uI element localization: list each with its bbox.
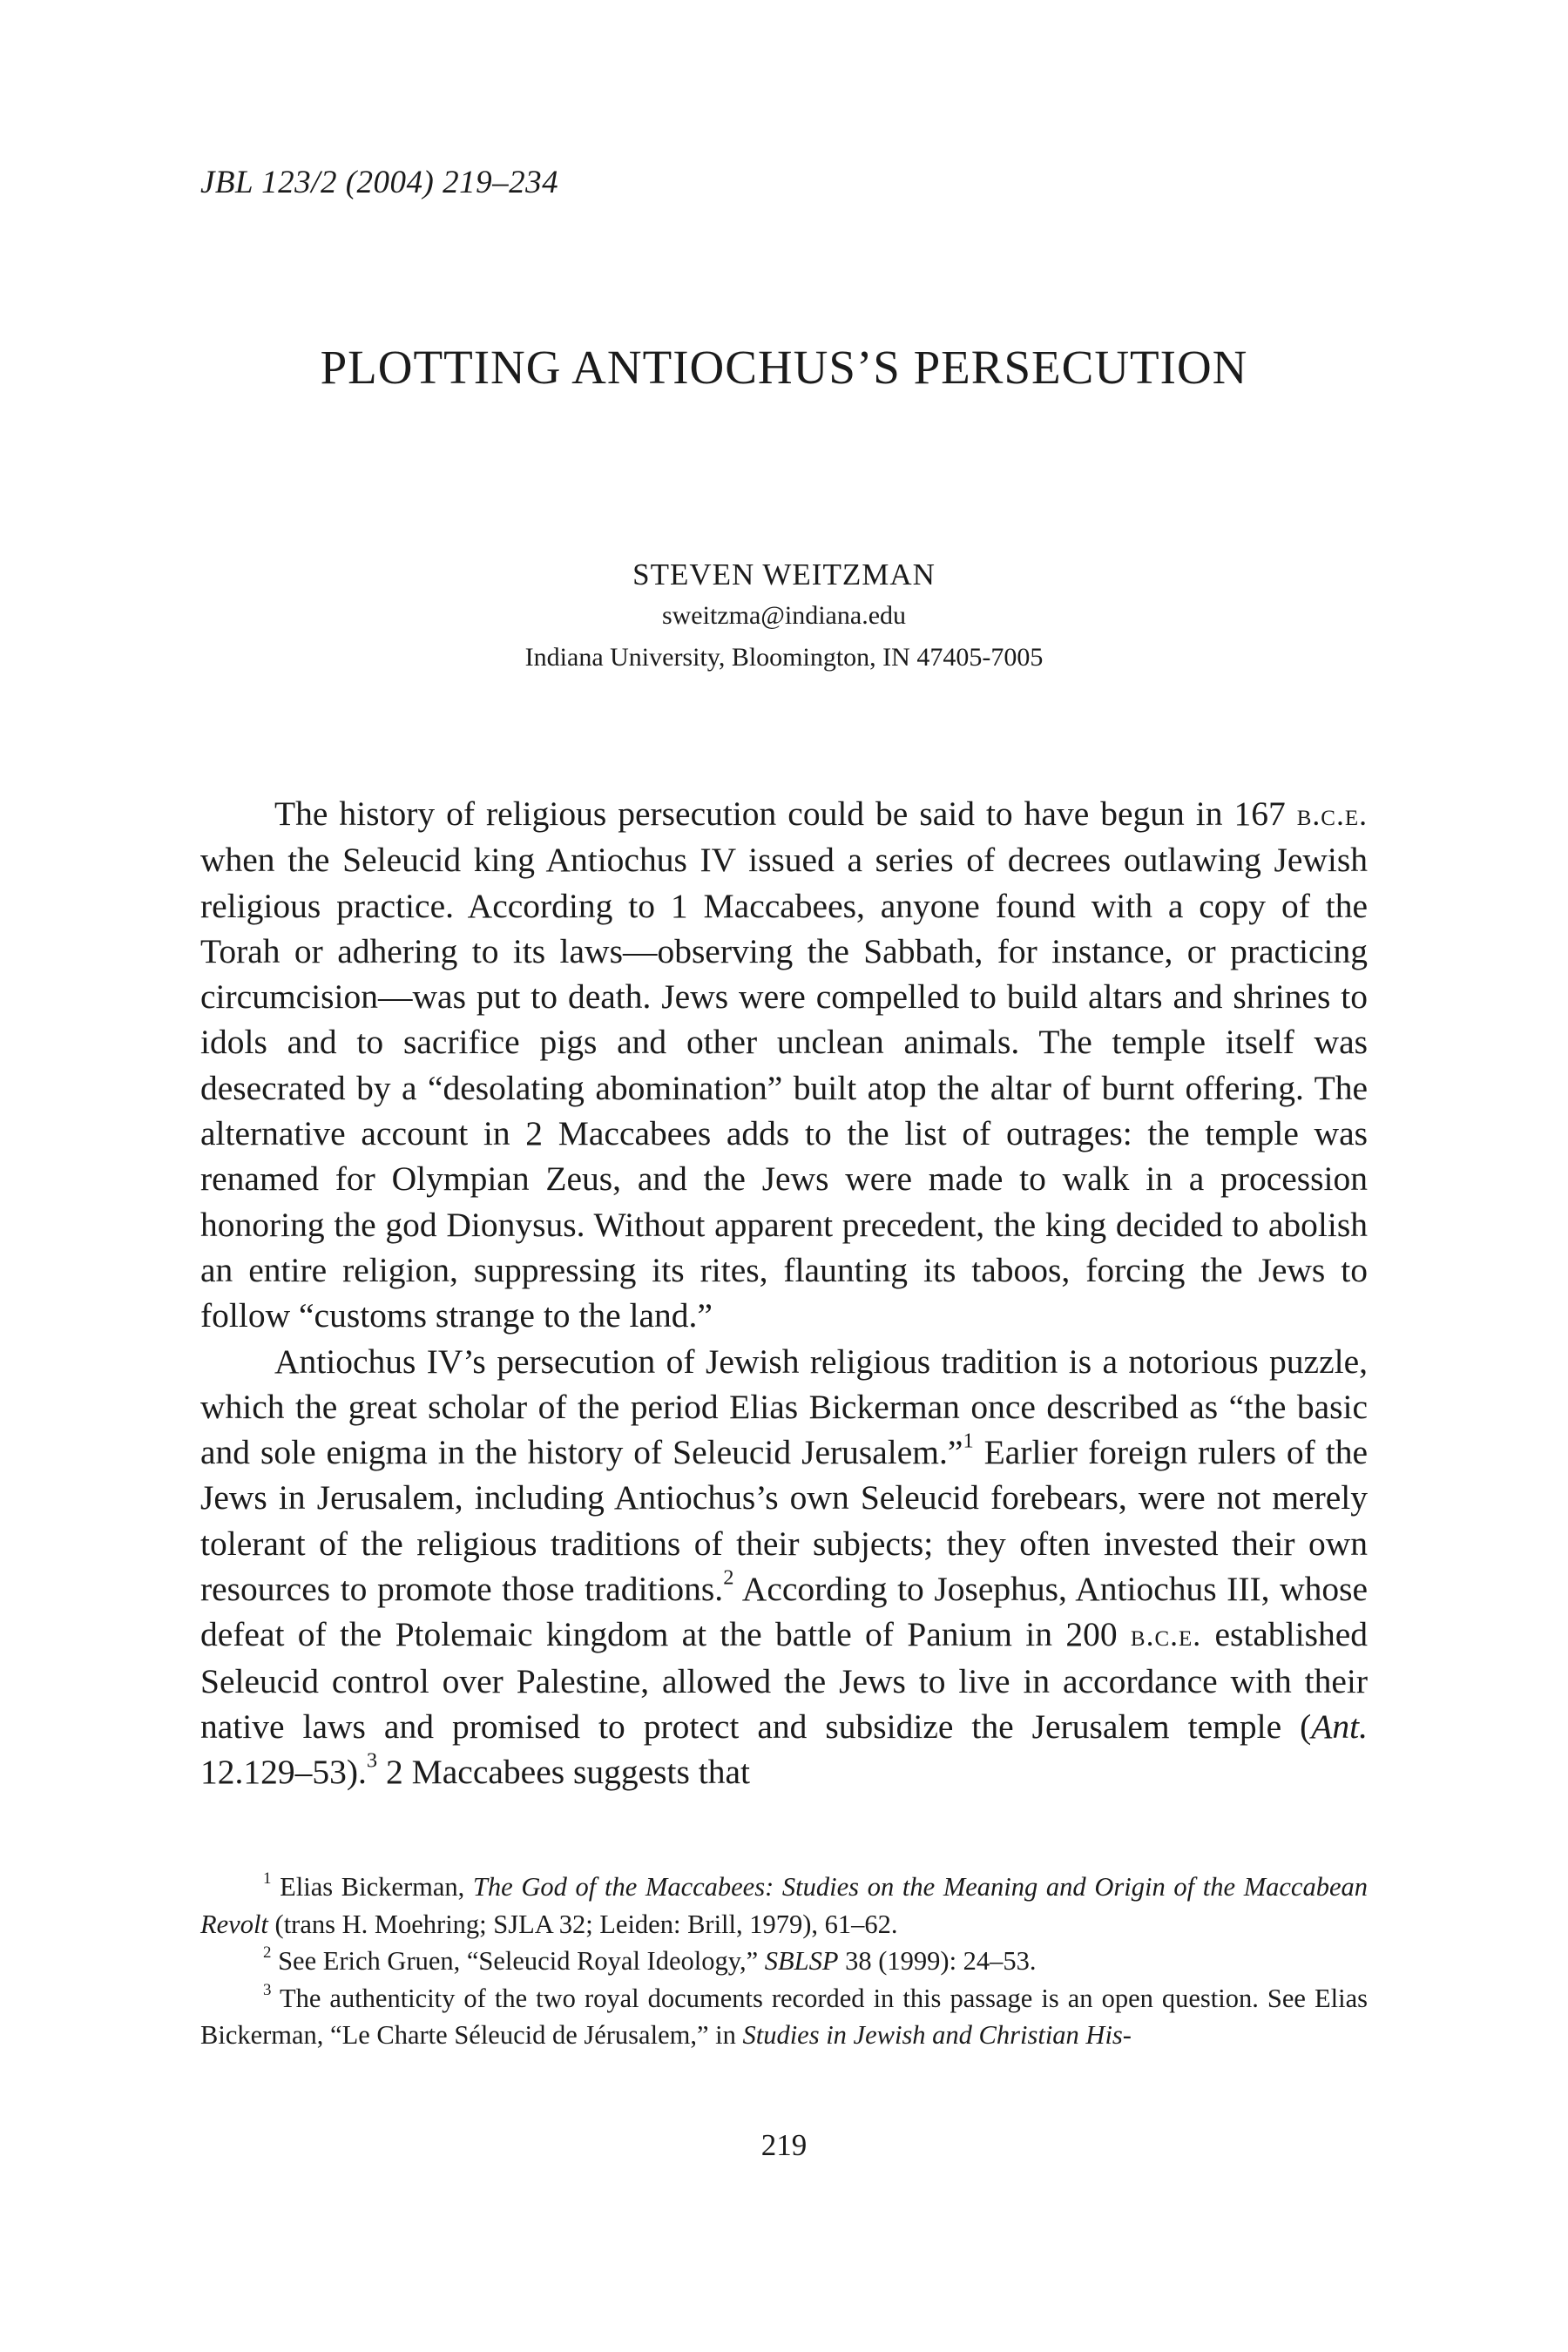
citation-abbrev: Ant. [1311,1707,1368,1746]
footnote-ref-2[interactable]: 2 [723,1565,734,1590]
paragraph-text: The history of religious persecution could be said to have begun in 167 [274,794,1297,833]
footnote-ref-1[interactable]: 1 [963,1429,974,1453]
paragraph-text: Antiochus IV’s persecution of Jewish religious tradition is a notorious puzzle, which the great scholar of the period Elias Bickerman once described as “the basic and sole enigma in the history of Seleucid Jerusalem.” [200,1342,1368,1472]
footnotes [200,1869,1368,2054]
footnote-number: 3 [263,1980,272,1999]
footnote-number: 2 [263,1943,272,1962]
article-body [200,791,1368,1795]
era-abbrev: b.c.e. [1296,797,1368,832]
footnote-text: 38 (1999): 24–53. [838,1946,1037,1976]
footnote-ref-3[interactable]: 3 [366,1748,378,1773]
book-title: Studies in Jewish and Christian His- [742,2020,1132,2050]
author-affiliation: Indiana University, Bloomington, IN 47405-7005 [524,643,1044,672]
article-title: PLOTTING ANTIOCHUS’S PERSECUTION [320,341,1248,394]
paragraph-text: 2 Maccabees suggests that [377,1753,750,1792]
running-head: JBL 123/2 (2004) 219–234 [200,165,559,200]
paragraph-1 [200,791,1368,1339]
footnote-1 [200,1869,1368,1943]
paragraph-text: 12.129–53). [200,1753,367,1792]
paragraph-2 [200,1339,1368,1795]
author-email: sweitzma@indiana.edu [661,601,907,630]
era-abbrev: b.c.e. [1130,1618,1202,1653]
page-number: 219 [760,2128,808,2162]
footnote-text: Elias Bickerman, [271,1872,473,1902]
journal-title: SBLSP [764,1946,839,1976]
footnote-2 [200,1943,1368,1980]
footnote-text: (trans H. Moehring; SJLA 32; Leiden: Brill, 1979), 61–62. [267,1909,898,1939]
paragraph-text: when the Seleucid king Antiochus IV issued a series of decrees outlawing Jewish religious practice. According to 1 Maccabees, anyone found with a copy of the Torah or adhering to its laws—observing the Sabbath, for instance, or practicing circumcision—was put to death. Jews were compelled to build altars and shrines to idols and to sacrifice pigs and other unclean animals. The temple itself was desecrated by a “desolating abomination” built atop the altar of burnt offering. The alternative account in 2 Maccabees adds to the list of outrages: the temple was renamed for Olympian Zeus, and the Jews were made to walk in a procession honoring the god Dionysus. Without apparent precedent, the king decided to abolish an entire religion, suppressing its rites, flaunting its taboos, forcing the Jews to follow “customs strange to the land.” [200,841,1368,1335]
footnote-number: 1 [263,1869,272,1888]
paragraph-text: According to Josephus, Antiochus III, whose defeat of the Ptolemaic kingdom at the battle of Panium in 200 [200,1570,1369,1654]
author-name: STEVEN WEITZMAN [632,558,936,591]
book-title: The God of the Maccabees: Studies on the Meaning and Origin of the Maccabean Revolt [200,1872,1368,1939]
paragraph-text: Earlier foreign rulers of the Jews in Jerusalem, including Antiochus’s own Seleucid forebears, were not merely tolerant of the religious traditions of their subjects; they often invested their own resources to promote those traditions. [200,1433,1369,1609]
footnote-3 [200,1980,1368,2054]
footnote-text: The authenticity of the two royal documents recorded in this passage is an open question. See Elias Bickerman, “Le Charte Séleucid de Jérusalem,” in [200,1983,1368,2050]
footnote-text: See Erich Gruen, “Seleucid Royal Ideology,” [271,1946,765,1976]
paragraph-text: established Seleucid control over Palestine, allowed the Jews to live in accordance with their native laws and promised to protect and subsidize the Jerusalem temple ( [200,1615,1368,1746]
